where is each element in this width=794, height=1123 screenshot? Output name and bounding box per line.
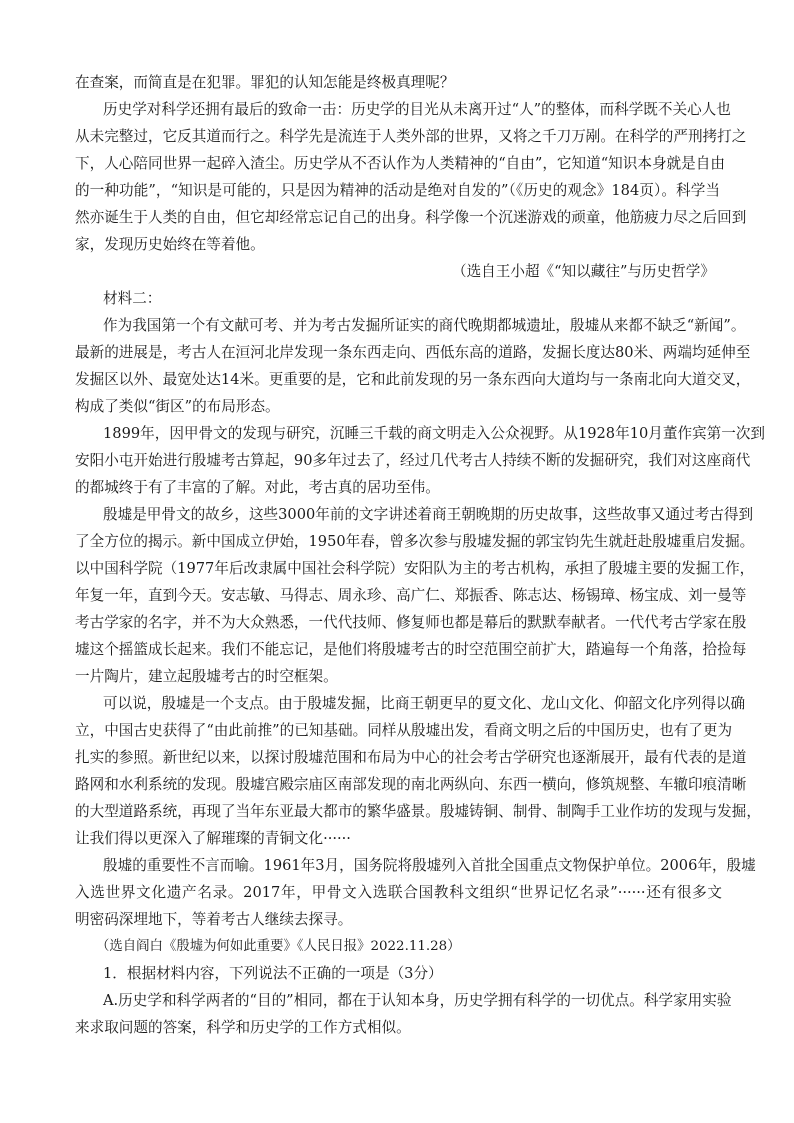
line-text: 了全方位的揭示。新中国成立伊始，1950年春，曾多次参与殷墟发掘的郭宝钧先生就赶赴殷墟重启发掘。	[75, 533, 755, 550]
line-text: 扎实的参照。新世纪以来，以探讨殷墟范围和布局为中心的社会考古学研究也逐渐展开，最有代表的是道	[75, 749, 747, 766]
line-text: 殷墟的重要性不言而喻。1961年3月，国务院将殷墟列入首批全国重点文物保护单位。2006年，殷墟	[103, 857, 756, 874]
line-text: 路网和水利系统的发现。殷墟宫殿宗庙区南部发现的南北两纵向、东西一横向，修筑规整、车辙印痕清晰	[75, 776, 747, 793]
line-text: 发掘区以外、最宽处达14米。更重要的是，它和此前发现的另一条东西向大道均与一条南北向大道交叉，	[75, 371, 751, 388]
line-text: 下，人心陪同世界一起碎入渣尘。历史学从不否认作为人类精神的“自由”，它知道“知识本身就是自由	[75, 155, 725, 172]
line-text: 考古学家的名字，并不为大众熟悉，一代代技师、修复师也都是幕后的默默奉献者。一代代考古学家在殷	[75, 614, 747, 631]
line-text: 然亦诞生于人类的自由，但它却经常忘记自己的出身。科学像一个沉迷游戏的顽童，他筋疲力尽之后回到	[75, 209, 747, 226]
line-text: （选自阎白《殷墟为何如此重要》《人民日报》2022.11.28）	[96, 939, 461, 954]
line-text: 殷墟是甲骨文的故乡，这些3000年前的文字讲述着商王朝晚期的历史故事，这些故事又通过考古得到	[103, 506, 754, 523]
line-text: 从未完整过，它反其道而行之。科学先是流连于人类外部的世界，又将之千刀万剐。在科学的严刑拷打之	[75, 128, 747, 145]
line-text: 的都城终于有了丰富的了解。对此，考古真的居功至伟。	[75, 479, 440, 496]
line-text: 让我们得以更深入了解璀璨的青铜文化······	[75, 830, 351, 847]
line-text: 的一种功能”，“知识是可能的，只是因为精神的活动是绝对自发的”（《历史的观念》184页）。科学当	[75, 182, 720, 199]
line-text: 家，发现历史始终在等着他。	[75, 236, 265, 253]
line-text: 历史学对科学还拥有最后的致命一击：历史学的目光从未离开过“人”的整体，而科学既不关心人也	[103, 101, 731, 118]
line-text: 年复一年，直到今天。安志敏、马得志、周永珍、高广仁、郑振香、陈志达、杨锡璋、杨宝成、刘一曼等	[75, 587, 747, 604]
line-text: 1899年，因甲骨文的发现与研究，沉睡三千载的商文明走入公众视野。从1928年10月董作宾第一次到	[103, 425, 766, 442]
line-text: 墟这个摇篮成长起来。我们不能忘记，是他们将殷墟考古的时空范围空前扩大，踏遍每一个角落，拾捡每	[75, 641, 747, 658]
line-text: 作为我国第一个有文献可考、并为考古发掘所证实的商代晚期都城遗址，殷墟从来都不缺乏“新闻”。	[103, 317, 746, 334]
line-text: A.历史学和科学两者的“目的”相同，都在于认知本身，历史学拥有科学的一切优点。科学家用实验	[103, 992, 732, 1009]
line-text: 材料二：	[103, 290, 162, 307]
line-text: （选自王小超《“知以藏往”与历史哲学》	[451, 263, 715, 280]
line-text: 构成了类似“街区”的布局形态。	[75, 398, 280, 415]
line-text: 来求取问题的答案，科学和历史学的工作方式相似。	[75, 1019, 411, 1036]
line-text: 立，中国古史获得了“由此前推”的已知基础。同样从殷墟出发，看商文明之后的中国历史，也有了更为	[75, 722, 733, 739]
line-text: 1．根据材料内容，下列说法不正确的一项是（3分）	[103, 965, 443, 982]
line-text: 以中国科学院（1977年后改隶属中国社会科学院）安阳队为主的考古机构，承担了殷墟主要的发掘工作，	[75, 560, 755, 577]
line-text: 在查案，而简直是在犯罪。罪犯的认知怎能是终极真理呢？	[75, 74, 455, 91]
line-text: 明密码深埋地下，等着考古人继续去探寻。	[75, 911, 353, 928]
line-text: 可以说，殷墟是一个支点。由于殷墟发掘，比商王朝更早的夏文化、龙山文化、仰韶文化序列得以确	[103, 695, 746, 712]
line-text: 一片陶片，建立起殷墟考古的时空框架。	[75, 668, 338, 685]
line-text: 安阳小屯开始进行殷墟考古算起，90多年过去了，经过几代考古人持续不断的发掘研究，我们对这座商代	[75, 452, 751, 469]
line-text: 的大型道路系统，再现了当年东亚最大都市的繁华盛景。殷墟铸铜、制骨、制陶手工业作坊的发现与发掘，	[75, 803, 761, 820]
line-text: 入选世界文化遗产名录。2017年，甲骨文入选联合国教科文组织“世界记忆名录”······还有很多文	[75, 884, 722, 901]
line-text: 最新的进展是，考古人在洹河北岸发现一条东西走向、西低东高的道路，发掘长度达80米、两端均延伸至	[75, 344, 751, 361]
